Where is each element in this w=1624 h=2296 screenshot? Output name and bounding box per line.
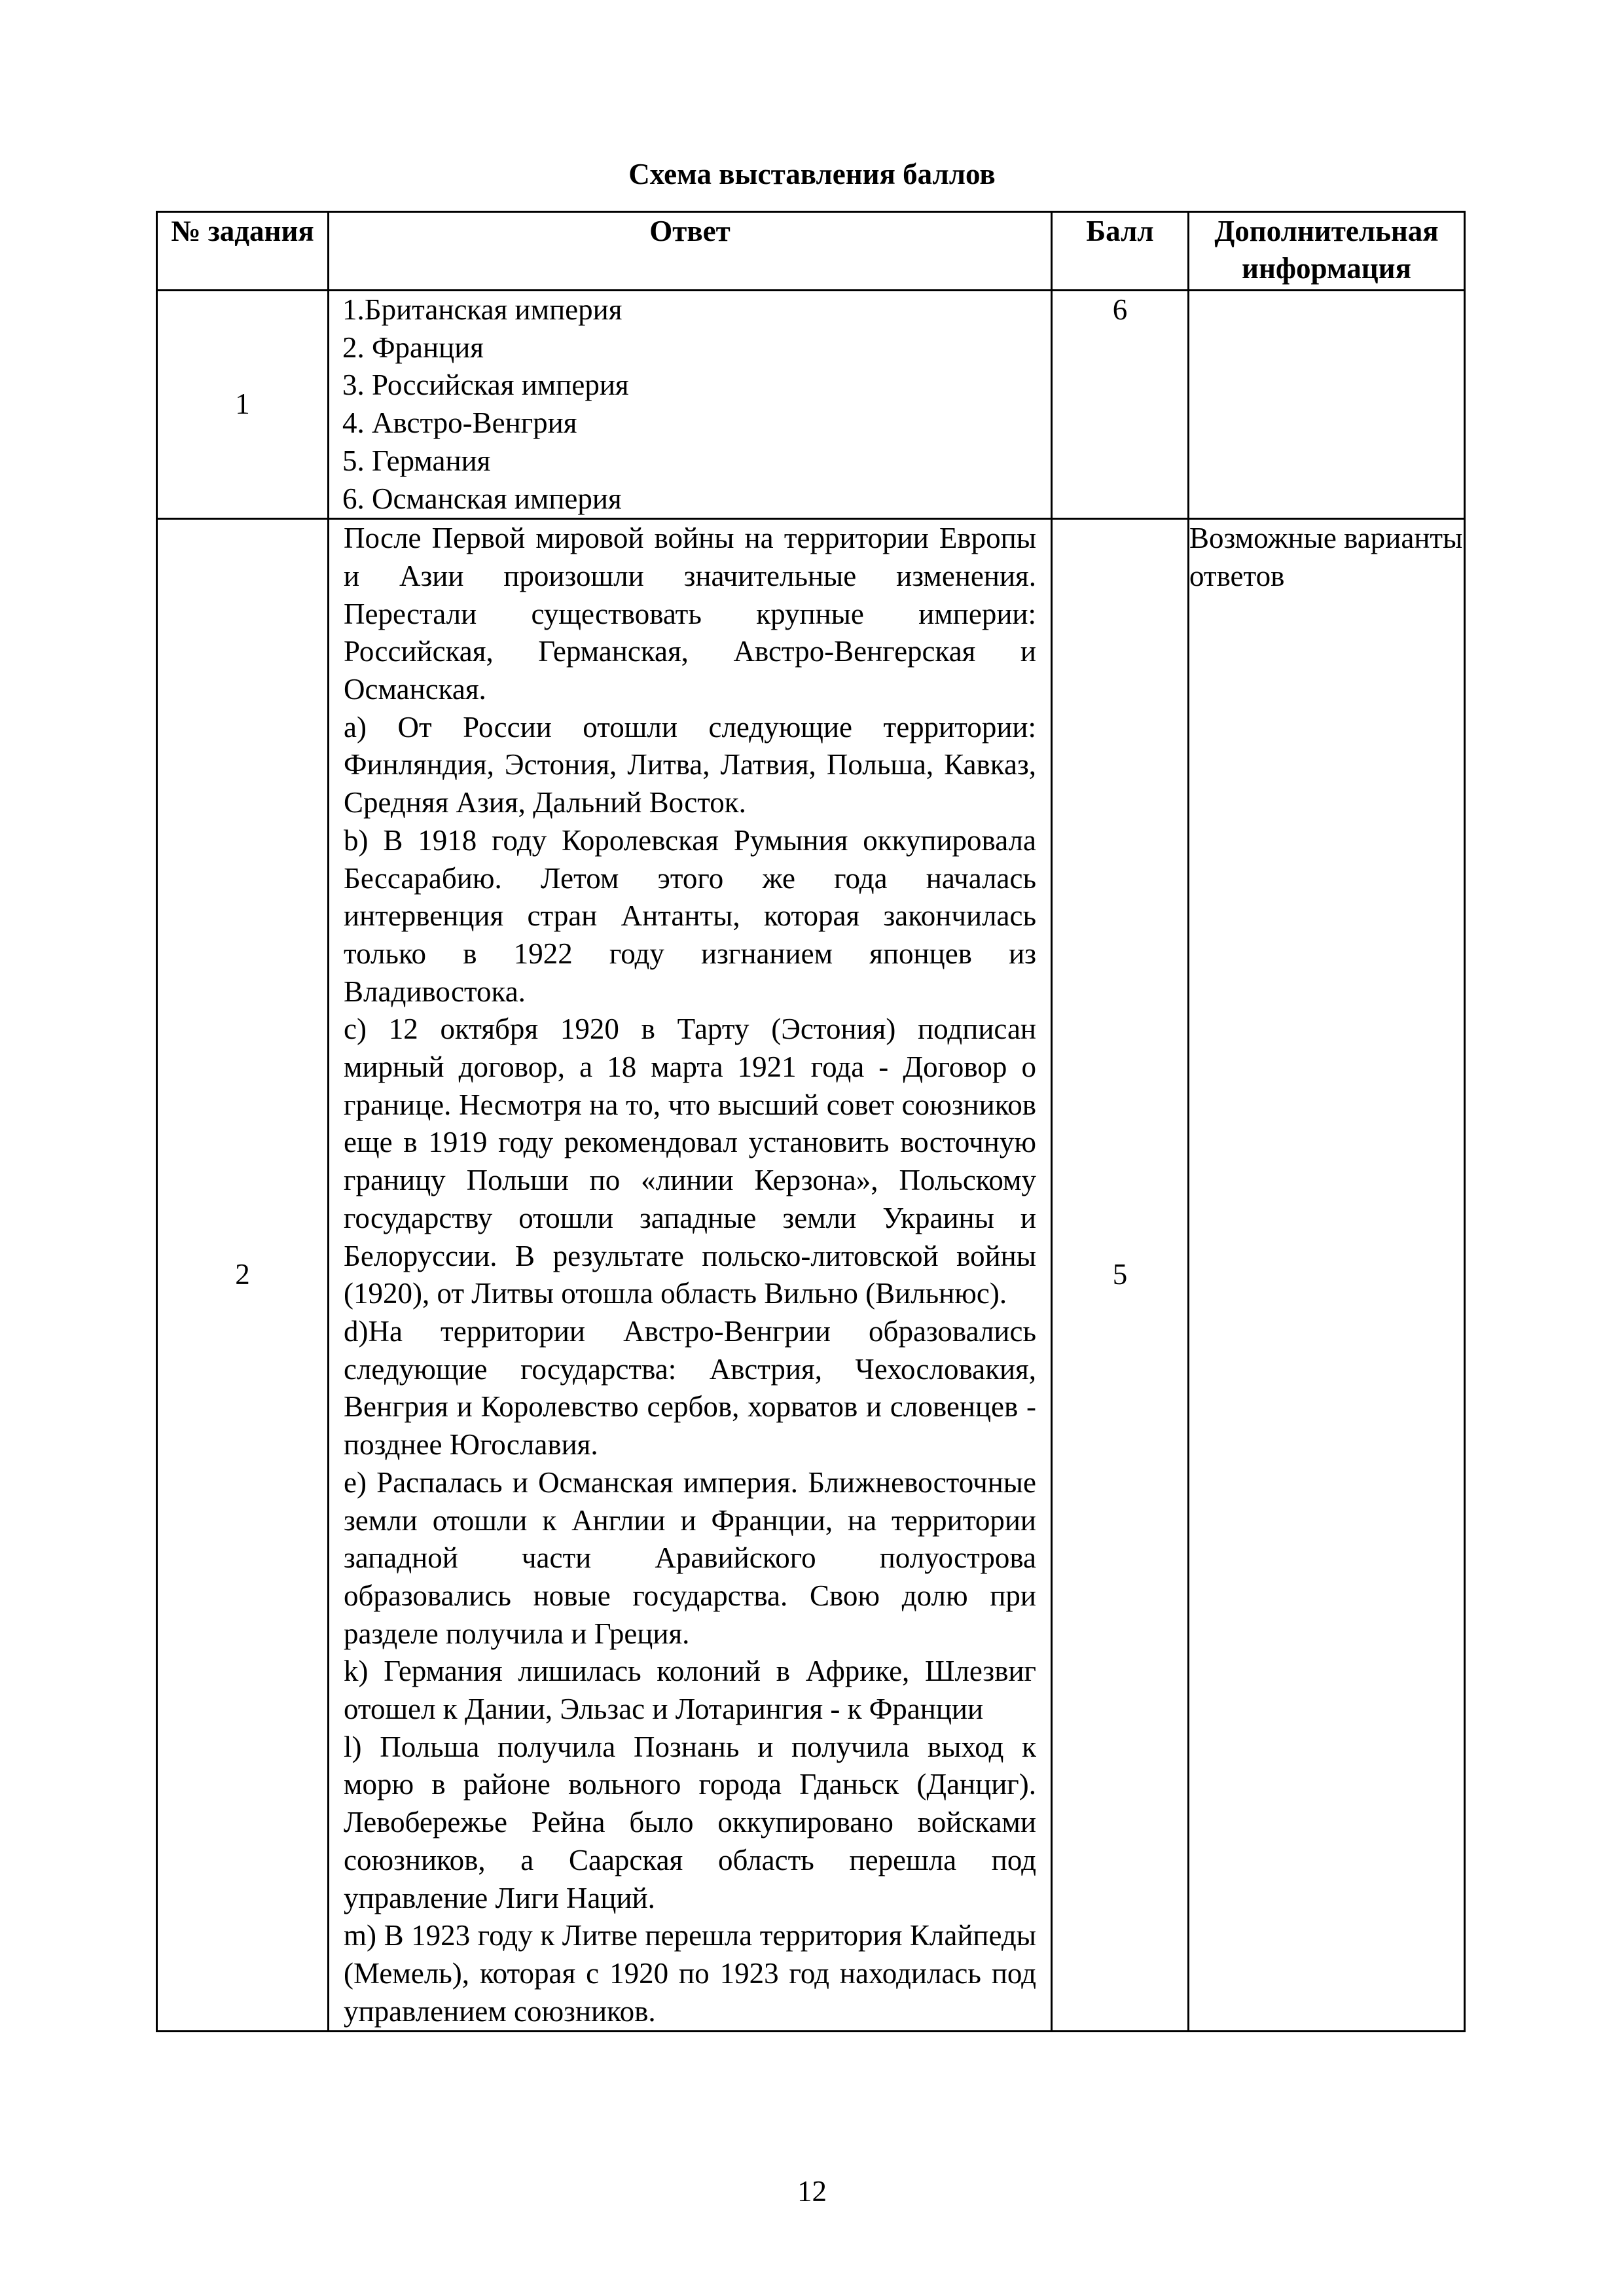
page-title: Схема выставления баллов [628,158,996,190]
answer-cell [329,291,1052,519]
list-item: 2. Франция [342,331,484,364]
extra-info-cell: Возможные варианты ответов [1189,519,1465,2032]
task-number-cell: 2 [157,519,329,2032]
header-score: Балл [1052,212,1189,291]
answer-paragraph: e) Распалась и Османская империя. Ближневосточные земли отошли к Англии и Франции, на территории западной части Аравийского полуострова образовались новые государства. Свою долю при разделе получила и Греция. [344,1465,1036,1650]
extra-info-cell [1189,291,1465,519]
header-answer: Ответ [329,212,1052,291]
table-row [157,291,1465,519]
score-cell: 5 [1052,519,1189,2032]
answer-paragraph: b) В 1918 году Королевская Румыния оккупировала Бессарабию. Летом этого же года началась интервенция стран Антанты, которая закончилась только в 1922 году изгнанием японцев из Владивостока. [344,823,1036,1008]
answer-paragraph: k) Германия лишилась колоний в Африке, Шлезвиг отошел к Дании, Эльзас и Лотарингия - к Франции [344,1655,1036,1726]
list-item: 5. Германия [342,444,491,477]
table-row [157,519,1465,2032]
list-item: 4. Австро-Венгрия [342,406,577,440]
score-cell: 6 [1052,291,1189,519]
answer-paragraph: После Первой мировой войны на территории Европы и Азии произошли значительные изменения. Перестали существовать крупные империи: Российская, Германская, Австро-Венгерская и Османская. [344,522,1036,706]
answer-paragraph: a) От России отошли следующие территории: Финляндия, Эстония, Литва, Латвия, Польша, Кавказ, Средняя Азия, Дальний Восток. [344,710,1036,819]
table-header-row [157,212,1465,291]
answer-cell [329,519,1052,2032]
answer-paragraph: m) В 1923 году к Литве перешла территория Клайпеды (Мемель), которая с 1920 по 1923 год находилась под управлением союзников. [344,1919,1036,2028]
answer-list [329,291,1051,518]
task-number-cell: 1 [157,291,329,519]
list-item: 3. Российская империя [342,368,629,402]
list-item: 6. Османская империя [342,482,622,515]
page-number: 12 [797,2175,827,2208]
header-task-number: № задания [157,212,329,291]
header-extra-info: Дополнительная информация [1189,212,1465,291]
answer-text [329,520,1051,2030]
list-item: 1.Британская империя [342,293,623,326]
answer-paragraph: d)На территории Австро-Венгрии образовались следующие государства: Австрия, Чехословакия, Венгрия и Королевство сербов, хорватов и словенцев - позднее Югославия. [344,1314,1036,1462]
scoring-table [156,211,1466,2032]
answer-paragraph: l) Польша получила Познань и получила выход к морю в районе вольного города Гданьск (Данциг). Левобережье Рейна было оккупировано войсками союзников, а Саарская область перешла под управление Лиги Наций. [344,1730,1036,1914]
answer-paragraph: c) 12 октября 1920 в Тарту (Эстония) подписан мирный договор, а 18 марта 1921 года - Договор о границе. Несмотря на то, что высший совет союзников еще в 1919 году рекомендовал установить восточную границу Польши по «линии Керзона», Польскому государству отошли западные земли Украины и Белоруссии. В результате польско-литовской войны (1920), от Литвы отошла область Вильно (Вильнюс). [344,1013,1036,1310]
